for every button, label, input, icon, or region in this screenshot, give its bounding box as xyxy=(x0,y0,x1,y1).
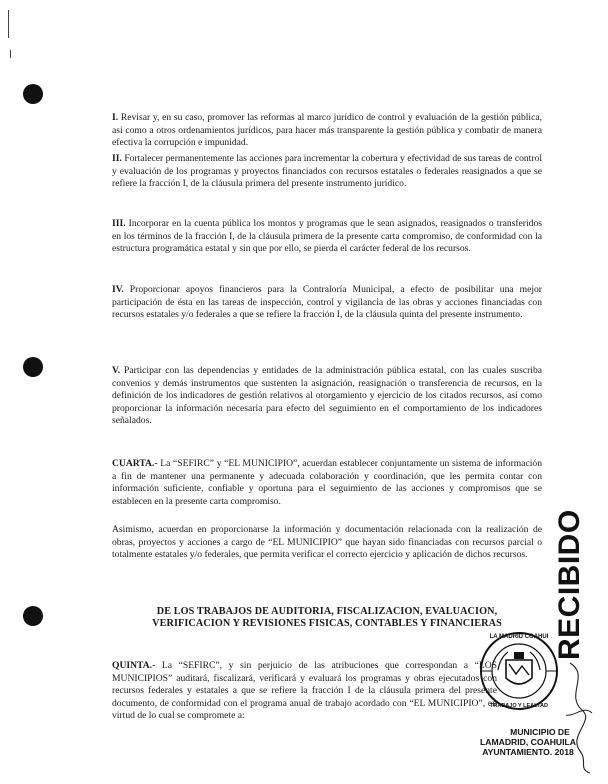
clause-label: CUARTA.- xyxy=(112,458,158,469)
paragraph-v xyxy=(112,365,542,428)
paragraph-text: Incorporar en la cuenta pública los montos y programas que le sean asignados, reasignados o transferidos en los términos de la fracción I, de la cláusula primera de la presente carta compromiso, de conformidad con la estructura programática estatal y sin que por ello, se pierda el carácter federal de los recursos. xyxy=(112,218,542,255)
paragraph-iv xyxy=(112,284,542,322)
section-heading-line1: DE LOS TRABAJOS DE AUDITORIA, FISCALIZACION, EVALUACION, xyxy=(156,606,498,617)
paragraph-label: III. xyxy=(112,218,126,229)
stamp-line-municipio: MUNICIPIO DE xyxy=(510,727,570,737)
clause-cuarta xyxy=(112,458,542,508)
municipal-seal-icon xyxy=(478,630,560,712)
paragraph-label: V. xyxy=(112,365,121,376)
paragraph-i xyxy=(112,112,542,150)
paragraph-text: Participar con las dependencias y entidades de la administración pública estatal, con las cuales suscriba convenios y demás instrumentos que sustenten la asignación, reasignación o transferencia de recursos, en la definición de los indicadores de gestión relativos al otorgamiento y ejercicio de los citados recursos, así como proporcionar la información necesaria para efecto del seguimiento en el comportamiento de los indicadores señalados. xyxy=(112,365,542,427)
stamp-line-ayuntamiento: AYUNTAMIENTO. 2018 xyxy=(482,747,574,757)
paragraph-text: Proporcionar apoyos financieros para la Contraloría Municipal, a efecto de posibilitar una mejor participación de ésta en las tareas de inspección, control y vigilancia de las obras y acciones financiadas con recursos estatales y/o federales a que se refiere la fracción I, de la cláusula quinta del presente instrumento. xyxy=(112,284,542,321)
seal-top-text: LA MADRID COAHUI xyxy=(489,634,549,640)
clause-text: La “SEFIRC” y “EL MUNICIPIO”, acuerdan establecer conjuntamente un sistema de información a fin de mantener una permanente y adecuada colaboración y coordinación, que les permita contar con información suficiente, confiable y oportuna para el seguimiento de las acciones y compromisos que se establecen en la presente carta compromiso. xyxy=(112,458,542,507)
section-heading-line2: VERIFICACION Y REVISIONES FISICAS, CONTABLES Y FINANCIERAS xyxy=(152,618,502,629)
paragraph-text: Revisar y, en su caso, promover las reformas al marco jurídico de control y evaluación de la gestión pública, así como a otros ordenamientos jurídicos, para hacer más transparente la gestión pública y combatir de manera efectiva la corrupción e impunidad. xyxy=(112,112,542,149)
recibido-stamp: RECIBIDO xyxy=(553,509,586,660)
stamp-line-lamadrid: LAMADRID, COAHUILA xyxy=(480,737,576,747)
handwritten-signature-icon xyxy=(560,655,600,775)
paragraph-iii xyxy=(112,218,542,256)
paragraph-label: IV. xyxy=(112,284,124,295)
paragraph-ii xyxy=(112,153,542,191)
paragraph-text: Asimismo, acuerdan en proporcionarse la información y documentación relacionada con la realización de obras, proyectos y acciones a cargo de “EL MUNICIPIO” que hayan sido financiadas con recursos parcial o totalmente estatales y/o federales, que permita verificar el correcto ejercicio y aplicación de dichos recursos. xyxy=(112,524,542,561)
paragraph-text: Fortalecer permanentemente las acciones para incrementar la cobertura y efectividad de sus tareas de control y evaluación de los programas y proyectos financiados con recursos estatales o federales reasignados a que se refiere la fracción I, de la cláusula primera del presente instrumento jurídico. xyxy=(112,153,542,190)
clause-text: La “SEFIRC”, y sin perjuicio de las atribuciones que correspondan a “LOS MUNICIPIOS” auditará, fiscalizará, verificará y evaluará los programas y obras ejecutados con recursos federales y estatales a que se refiere la fracción I de la cláusula primera del presente documento, de conformidad con el programa anual de trabajo acordado con “EL MUNICIPIO”, en virtud de lo cual se compromete a: xyxy=(112,660,497,722)
clause-label: QUINTA.- xyxy=(112,660,156,671)
paragraph-label: I. xyxy=(112,112,119,123)
scan-mark xyxy=(10,50,11,58)
paragraph-asimismo xyxy=(112,524,542,562)
clause-quinta xyxy=(112,660,497,723)
punch-hole xyxy=(23,606,43,626)
punch-hole xyxy=(23,84,43,104)
scan-mark xyxy=(8,10,9,38)
paragraph-label: II. xyxy=(112,153,122,164)
punch-hole xyxy=(23,357,43,377)
seal-bottom-text: TRABAJO Y LEALTAD xyxy=(490,703,548,709)
